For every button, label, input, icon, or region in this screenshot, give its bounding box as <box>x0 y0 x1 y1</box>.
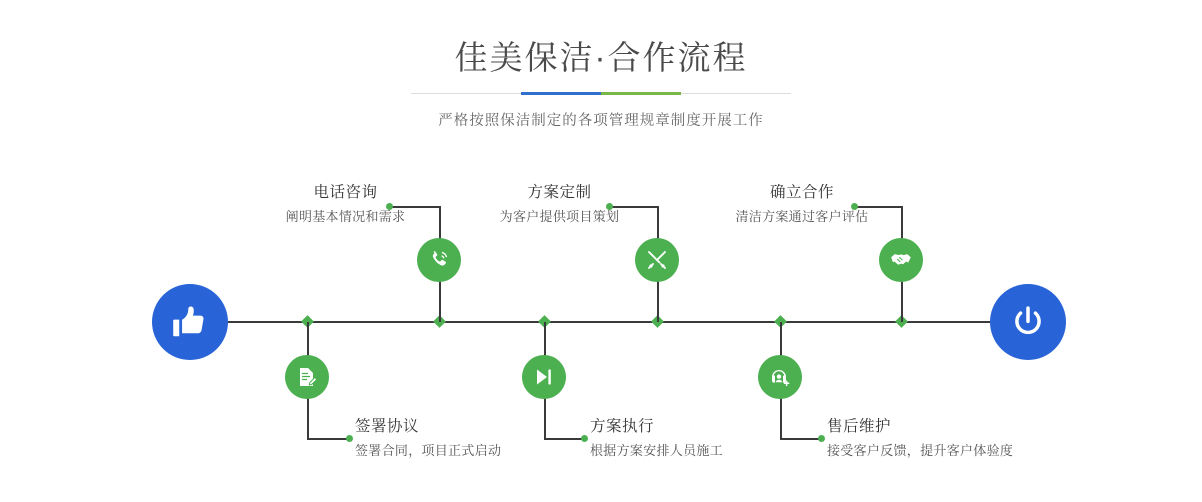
connector-horizontal-step-2 <box>307 438 350 440</box>
step-icon-1 <box>417 238 461 282</box>
step-title-4: 方案执行 <box>590 418 655 435</box>
thumbs-up-icon <box>171 303 209 341</box>
step-desc-1: 阐明基本情况和需求 <box>285 209 406 224</box>
connector-dot-step-6 <box>818 435 825 442</box>
step-label-5 <box>703 182 901 228</box>
step-icon-6 <box>758 355 802 399</box>
step-label-1 <box>253 182 438 228</box>
handshake-icon <box>889 248 913 272</box>
page-subtitle: 严格按照保洁制定的各项管理规章制度开展工作 <box>438 113 764 129</box>
start-marker <box>152 284 228 360</box>
step-icon-3 <box>635 238 679 282</box>
page-header <box>0 36 1202 130</box>
document-edit-icon <box>295 365 319 389</box>
headset-support-icon <box>768 365 792 389</box>
connector-horizontal-step-6 <box>780 438 822 440</box>
step-title-3: 方案定制 <box>527 184 592 201</box>
power-icon <box>1009 303 1047 341</box>
timeline-axis <box>158 321 1044 323</box>
connector-dot-step-4 <box>581 435 588 442</box>
step-label-6 <box>827 416 1077 462</box>
step-title-2: 签署协议 <box>355 418 420 435</box>
step-desc-6: 接受客户反馈，提升客户体验度 <box>827 443 1014 458</box>
end-marker <box>990 284 1066 360</box>
step-title-6: 售后维护 <box>827 418 892 435</box>
step-icon-4 <box>522 355 566 399</box>
step-desc-3: 为客户提供项目策划 <box>499 209 620 224</box>
step-label-3 <box>463 182 656 228</box>
step-title-1: 电话咨询 <box>313 184 378 201</box>
phone-call-icon <box>427 248 451 272</box>
step-desc-5: 清洁方案通过客户评估 <box>735 209 869 224</box>
step-icon-5 <box>879 238 923 282</box>
divider-blue-segment <box>521 92 601 95</box>
connector-horizontal-step-4 <box>544 438 584 440</box>
divider-green-segment <box>601 92 681 95</box>
connector-dot-step-2 <box>346 435 353 442</box>
step-desc-2: 签署合同，项目正式启动 <box>355 443 502 458</box>
play-forward-icon <box>532 365 556 389</box>
step-icon-2 <box>285 355 329 399</box>
page-title: 佳美保洁·合作流程 <box>454 39 748 76</box>
title-divider <box>411 92 791 95</box>
timeline <box>0 160 1202 502</box>
tools-icon <box>645 248 669 272</box>
step-title-5: 确立合作 <box>769 184 834 201</box>
step-desc-4: 根据方案安排人员施工 <box>590 443 724 458</box>
